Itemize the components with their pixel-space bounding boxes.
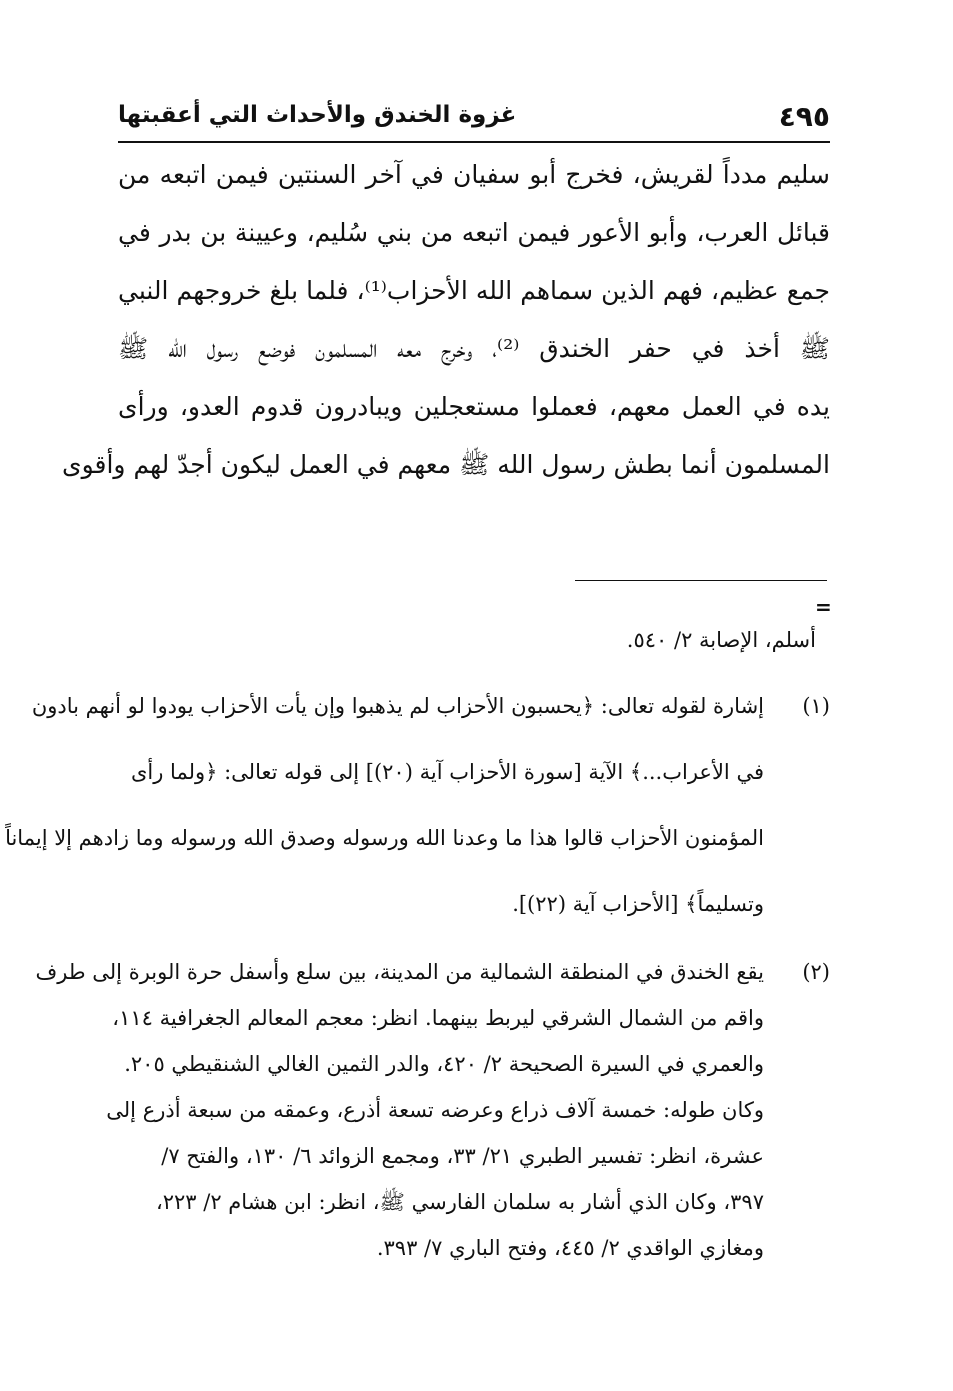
footnote-line: وكان طوله: خمسة آلاف ذراع وعرضه تسعة أذرع، وعمقه من سبعة أذرع إلى [106, 1098, 764, 1122]
footnote-line: وتسليماً﴾ [الأحزاب آية (٢٢)]. [512, 892, 764, 916]
text-line: المسلمون أنما بطش رسول الله ﷺ معهم في العمل ليكون أجدّ لهم وأقوى [62, 450, 830, 479]
footnote-line: والعمري في السيرة الصحيحة ٢/ ٤٢٠، والدر الثمين الغالي الشنقيطي ٢٠٥. [124, 1052, 764, 1076]
footnote-continuation-mark: = [815, 595, 832, 619]
footnote-line: عشرة، انظر: تفسير الطبري ٢١/ ٣٣، ومجمع الزوائد ٦/ ١٣٠، والفتح ٧/ [161, 1144, 764, 1168]
footnote-number: (٢) [802, 960, 830, 984]
page-number: ٤٩٥ [778, 100, 830, 133]
main-text [62, 146, 830, 494]
text-line: جمع عظيم، فهم الذين سماهم الله الأحزاب⁽¹⁾، فلما بلغ خروجهم النبي [118, 276, 830, 305]
footnote-line: ومغازي الواقدي ٢/ ٤٤٥، وفتح الباري ٧/ ٣٩٣. [376, 1236, 764, 1260]
text-line: يده في العمل معهم، فعملوا مستعجلين ويبادرون قدوم العدو، ورأى [118, 392, 830, 421]
footnote-separator [575, 580, 827, 581]
text-line: ﷺ أخذ في حفر الخندق ⁽²⁾، وخرج معه المسلمون فوضع رسول الله ﷺ [118, 334, 830, 363]
footnote-line: يقع الخندق في المنطقة الشمالية من المدينة، بين سلع وأسفل حرة الوبرة إلى طرف [35, 960, 764, 984]
footnote-line: ٣٩٧، وكان الذي أشار به سلمان الفارسي ﷺ، انظر: ابن هشام ٢/ ٢٢٣، [155, 1190, 764, 1214]
text-line: سليم مدداً لقريش، فخرج أبو سفيان في آخر السنتين فيمن اتبعه من [118, 160, 830, 189]
header-rule [118, 141, 830, 143]
running-title: غزوة الخندق والأحداث التي أعقبتها [118, 102, 517, 128]
footnotes [5, 615, 830, 1271]
footnote-line: واقم من الشمال الشرقي ليربط بينهما. انظر: معجم المعالم الجغرافية ١١٤، [112, 1006, 764, 1030]
footnote-1 [5, 673, 830, 937]
text-line: قبائل العرب، وأبو الأعور فيمن اتبعه من بني سُليم، وعيينة بن بدر في [118, 218, 830, 247]
footnote-line: المؤمنون الأحزاب قالوا هذا ما وعدنا الله ورسوله وصدق الله ورسوله وما زادهم إلا إيماناً [5, 826, 764, 850]
footnote-2 [35, 949, 830, 1271]
footnote-line: إشارة لقوله تعالى: ﴿يحسبون الأحزاب لم يذهبوا وإن يأت الأحزاب يودوا لو أنهم بادون [31, 694, 764, 718]
footnote-continued-text: أسلم، الإصابة ٢/ ٥٤٠. [626, 628, 816, 652]
footnote-line: في الأعراب...﴾ الآية [سورة الأحزاب آية (٢٠)] إلى قوله تعالى: ﴿ولما رأى [130, 760, 764, 784]
footnote-number: (١) [802, 694, 830, 718]
page-header [118, 96, 830, 140]
